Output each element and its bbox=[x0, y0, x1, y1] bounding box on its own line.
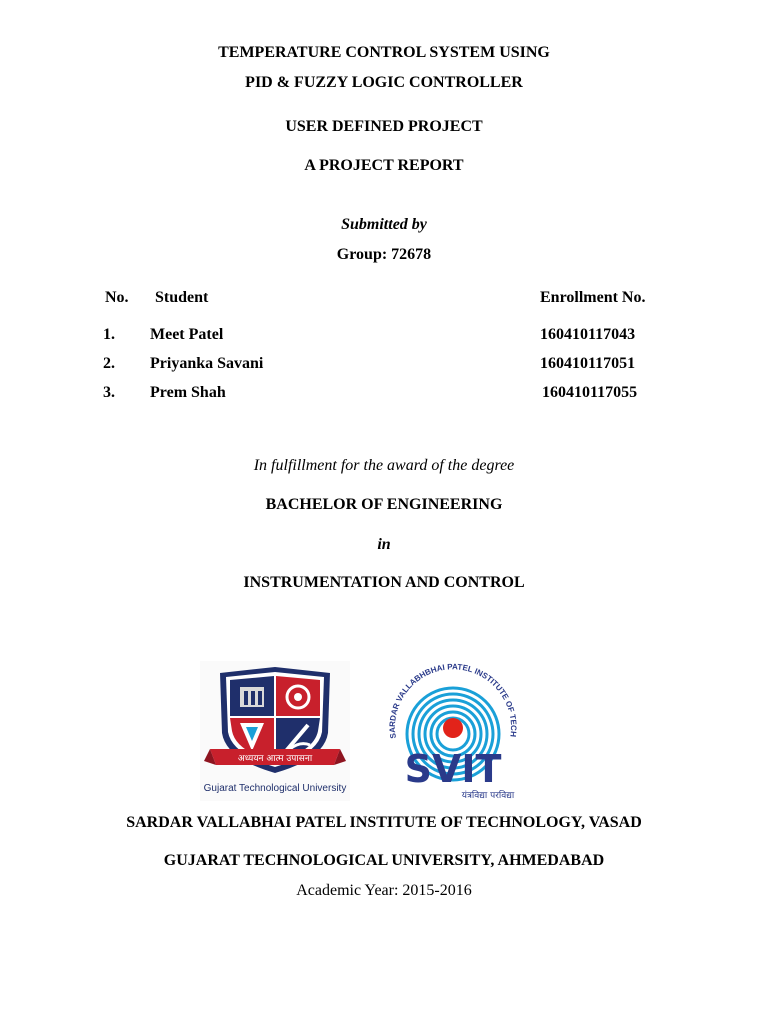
academic-year: Academic Year: 2015-2016 bbox=[296, 882, 472, 899]
gtu-logo bbox=[200, 661, 350, 801]
row-student: Priyanka Savani bbox=[150, 355, 264, 372]
svit-ring-text: SARDAR VALLABHBHAI PATEL INSTITUTE OF TECH bbox=[387, 662, 519, 740]
table-row bbox=[0, 384, 768, 406]
row-student: Prem Shah bbox=[150, 384, 226, 401]
students-table-header bbox=[0, 289, 768, 311]
header-no: No. bbox=[105, 289, 129, 306]
svit-wordmark: SVIT bbox=[404, 747, 502, 791]
group-number: Group: 72678 bbox=[336, 246, 432, 263]
institute-name: SARDAR VALLABHAI PATEL INSTITUTE OF TECHNOLOGY, VASAD bbox=[126, 814, 642, 831]
svit-emblem-icon bbox=[378, 662, 528, 802]
header-enrollment: Enrollment No. bbox=[540, 289, 646, 306]
branch-name: INSTRUMENTATION AND CONTROL bbox=[243, 574, 525, 591]
report-type: A PROJECT REPORT bbox=[304, 157, 464, 174]
row-enrollment: 160410117043 bbox=[540, 326, 636, 343]
row-enrollment: 160410117051 bbox=[540, 355, 636, 372]
submitted-by: Submitted by bbox=[341, 216, 427, 233]
degree-name: BACHELOR OF ENGINEERING bbox=[265, 496, 503, 513]
title-line-1: TEMPERATURE CONTROL SYSTEM USING bbox=[218, 44, 550, 61]
gtu-motto: अध्ययन आत्म उपासना bbox=[237, 754, 313, 764]
gtu-emblem-icon bbox=[200, 661, 350, 801]
in-word: in bbox=[377, 536, 391, 553]
gtu-caption: Gujarat Technological University bbox=[203, 783, 347, 794]
fulfillment-text: In fulfillment for the award of the degree bbox=[253, 457, 515, 474]
row-no: 1. bbox=[103, 326, 115, 343]
header-student: Student bbox=[155, 289, 209, 306]
svit-motto: यंत्रविद्या परविद्या bbox=[461, 791, 515, 801]
row-no: 3. bbox=[103, 384, 115, 401]
table-row bbox=[0, 355, 768, 377]
project-type: USER DEFINED PROJECT bbox=[285, 118, 483, 135]
svit-logo bbox=[378, 662, 528, 802]
university-name: GUJARAT TECHNOLOGICAL UNIVERSITY, AHMEDABAD bbox=[163, 852, 605, 869]
row-student: Meet Patel bbox=[150, 326, 224, 343]
title-line-2: PID & FUZZY LOGIC CONTROLLER bbox=[245, 74, 523, 91]
row-no: 2. bbox=[103, 355, 115, 372]
row-enrollment: 160410117055 bbox=[542, 384, 638, 401]
table-row bbox=[0, 326, 768, 348]
